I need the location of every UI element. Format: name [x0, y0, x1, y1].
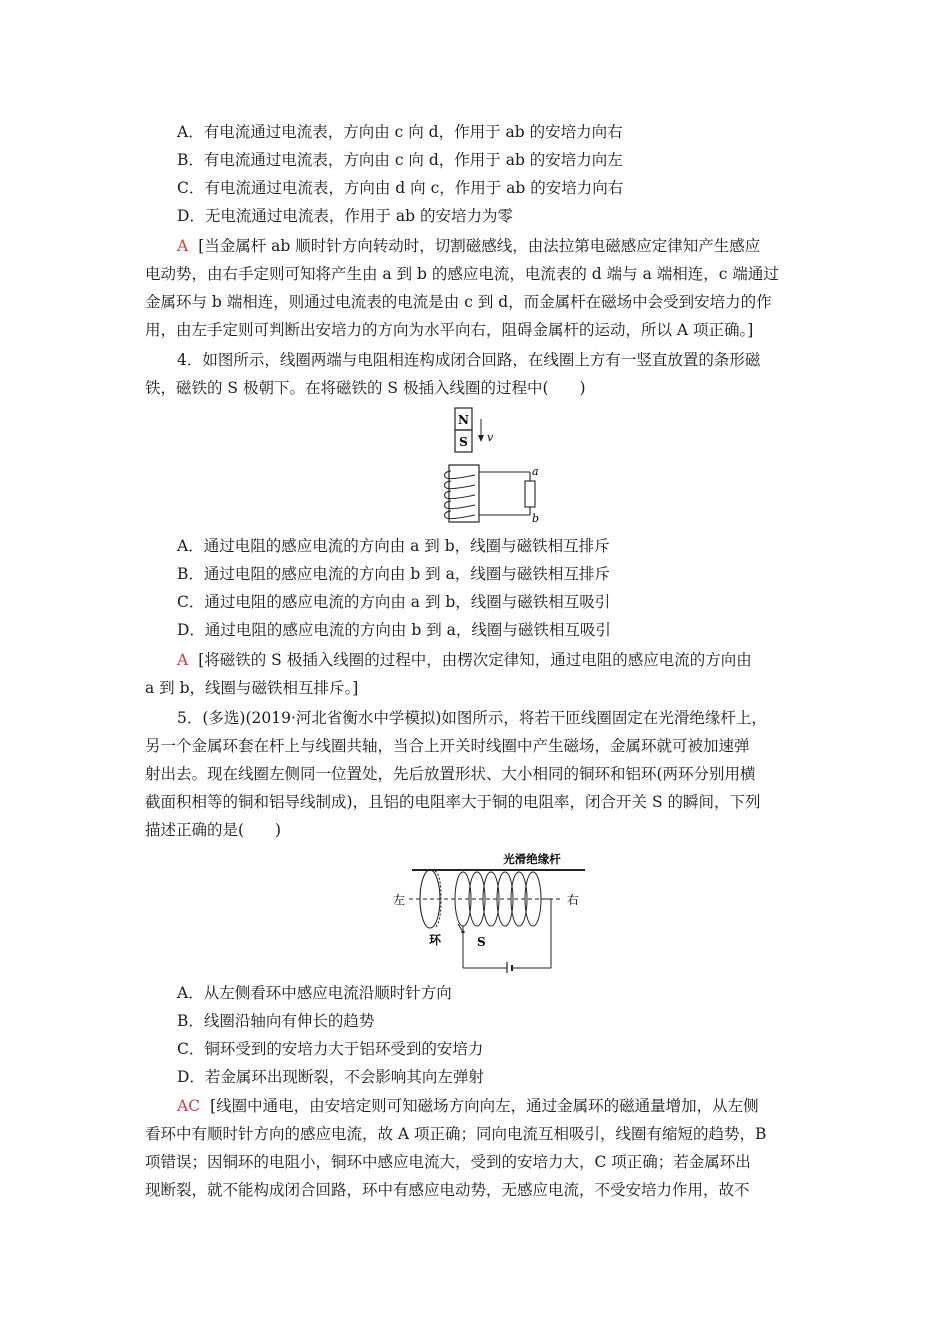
ring-label: 环	[429, 933, 442, 947]
q3-explanation-line: 用，由左手定则可判断出安培力的方向为水平向右，阻碍金属杆的运动，所以 A 项正确。]	[145, 321, 754, 339]
ring-coil-diagram	[385, 848, 615, 973]
q5-explanation-line: AC [线圈中通电，由安培定则可知磁场方向向左，通过金属环的磁通量增加，从左侧	[177, 1097, 759, 1115]
magnet-coil-diagram	[425, 405, 550, 527]
q5-option-a: A．从左侧看环中感应电流沿顺时针方向	[177, 984, 452, 1002]
q4-option-d: D．通过电阻的感应电流的方向由 b 到 a，线圈与磁铁相互吸引	[177, 621, 611, 639]
q5-answer-key: AC	[177, 1097, 201, 1115]
velocity-label: v	[487, 431, 494, 444]
q5-explanation-line: 看环中有顺时针方向的感应电流，故 A 项正确；同向电流互相吸引，线圈有缩短的趋势，B	[145, 1125, 767, 1143]
q3-explanation-line: 电动势，由右手定则可知将产生由 a 到 b 的感应电流，电流表的 d 端与 a 端相连，c 端通过	[145, 265, 779, 283]
q4-option-a: A．通过电阻的感应电流的方向由 a 到 b，线圈与磁铁相互排斥	[177, 537, 610, 555]
q5-stem-line: 截面积相等的铜和铝导线制成)，且铝的电阻率大于铜的电阻率，闭合开关 S 的瞬间，下列	[145, 793, 761, 811]
q5-explanation-line: 项错误；因铜环的电阻小，铜环中感应电流大，受到的安培力大，C 项正确；若金属环出	[145, 1153, 751, 1171]
q5-stem-line: 射出去。现在线圈左侧同一位置处，先后放置形状、大小相同的铜环和铝环(两环分别用横	[145, 765, 756, 783]
q4-option-b: B．通过电阻的感应电流的方向由 b 到 a，线圈与磁铁相互排斥	[177, 565, 610, 583]
terminal-a-label: a	[532, 465, 539, 478]
q4-stem-line: 4．如图所示，线圈两端与电阻相连构成闭合回路，在线圈上方有一竖直放置的条形磁	[177, 351, 761, 369]
q5-option-c: C．铜环受到的安培力大于铝环受到的安培力	[177, 1040, 484, 1058]
left-label: 左	[393, 893, 406, 907]
q5-stem-line: 另一个金属环套在杆上与线圈共轴，当合上开关时线圈中产生磁场，金属环就可被加速弹	[145, 737, 750, 755]
q3-option-b: B．有电流通过电流表，方向由 c 向 d，作用于 ab 的安培力向左	[177, 151, 623, 169]
right-label: 右	[567, 893, 580, 907]
q4-answer-key: A	[177, 651, 189, 669]
q5-option-b: B．线圈沿轴向有伸长的趋势	[177, 1012, 375, 1030]
q3-explanation-line: A [当金属杆 ab 顺时针方向转动时，切割磁感线，由法拉第电磁感应定律知产生感应	[177, 237, 761, 255]
q4-stem-line: 铁，磁铁的 S 极朝下。在将磁铁的 S 极插入线圈的过程中( )	[145, 379, 586, 397]
q5-option-d: D．若金属环出现断裂，不会影响其向左弹射	[177, 1068, 484, 1086]
q3-explanation-line: 金属环与 b 端相连，则通过电流表的电流是由 c 到 d，而金属杆在磁场中会受到安培力的作	[145, 293, 772, 311]
magnet-n-label: N	[458, 413, 469, 427]
q4-explanation-line: a 到 b，线圈与磁铁相互排斥。]	[145, 679, 359, 697]
q3-answer-key: A	[177, 237, 189, 255]
q5-explanation-line: 现断裂，就不能构成闭合回路，环中有感应电动势，无感应电流，不受安培力作用，故不	[145, 1181, 750, 1199]
q5-stem-line: 5．(多选)(2019·河北省衡水中学模拟)如图所示，将若干匝线圈固定在光滑绝缘杆上，	[177, 709, 767, 727]
q4-option-c: C．通过电阻的感应电流的方向由 a 到 b，线圈与磁铁相互吸引	[177, 593, 611, 611]
switch-s-label: S	[477, 935, 486, 949]
q3-option-d: D．无电流通过电流表，作用于 ab 的安培力为零	[177, 207, 513, 225]
q4-explanation-line: A [将磁铁的 S 极插入线圈的过程中，由楞次定律知，通过电阻的感应电流的方向由	[177, 651, 752, 669]
magnet-s-label: S	[459, 435, 468, 449]
rod-label: 光滑绝缘杆	[503, 852, 561, 866]
q3-option-c: C．有电流通过电流表，方向由 d 向 c，作用于 ab 的安培力向右	[177, 179, 624, 197]
terminal-b-label: b	[532, 512, 540, 525]
q5-stem-line: 描述正确的是( )	[145, 821, 282, 839]
q3-option-a: A．有电流通过电流表，方向由 c 向 d，作用于 ab 的安培力向右	[177, 123, 623, 141]
